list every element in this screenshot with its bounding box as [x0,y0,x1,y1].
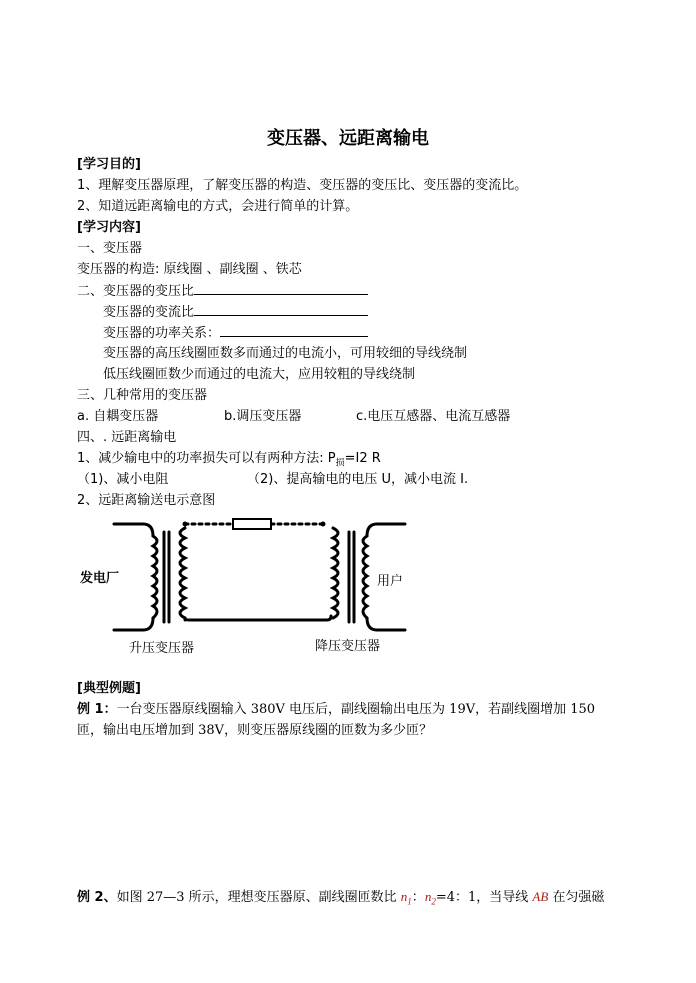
power-loss-line [77,450,381,473]
example-2-tail: 在匀强磁 [548,890,605,905]
high-voltage-note: 变压器的高压线圈匝数多而通过的电流小，可用较细的导线绕制 [103,346,468,361]
user-wire-bottom [367,618,405,630]
transformer-type: c.电压互感器、电流互感器 [356,409,511,424]
step-down-label: 降压变压器 [315,639,381,654]
method-1: （1)、减小电阻 [77,472,169,487]
loss-subscript: 损 [335,458,345,469]
content-heading: [学习内容] [77,220,141,235]
goal-item: 2、知道远距离输电的方式，会进行简单的计算。 [77,199,359,214]
example-2-text: 如图 27—3 所示，理想变压器原、副线圈匝数比 [116,890,401,905]
method-2: （2)、提高输电的电压 U，减小电流 I. [247,472,469,487]
n1-symbol: n [400,889,408,904]
transmission-line-bottom [185,616,331,620]
power-relation-line [103,324,368,343]
transmission-diagram [77,510,417,660]
example-1-label: 例 1： [77,702,117,717]
transformer-structure: 变压器的构造: 原线圈 、副线圈 、铁芯 [77,262,302,277]
generator-wire-bottom [114,618,153,630]
low-voltage-note: 低压线圈匝数少而通过的电流大，应用较粗的导线绕制 [103,367,416,382]
ratio-colon: ： [411,890,425,905]
examples-heading: [典型例题] [77,681,141,696]
generator-wire-top [114,524,153,536]
page-title: 变压器、远距离输电 [267,128,429,149]
terminal-dot [183,522,188,527]
transformer-type: a. 自耦变压器 [77,409,159,424]
goals-heading: [学习目的] [77,157,141,172]
power-plant-label: 发电厂 [80,571,120,586]
step-down-secondary-coil [363,536,367,618]
example-1-line-2: 匝，输出电压增加到 38V，则变压器原线圈的匝数为多少匝？ [77,723,433,738]
goal-item: 1、理解变压器原理，了解变压器的构造、变压器的变压比、变压器的变流比。 [77,178,528,193]
example-2-label: 例 2、 [77,890,117,905]
example-1-text: 一台变压器原线圈输入 380V 电压后，副线圈输出电压为 19V，若副线圈增加 150 [116,702,596,717]
section-1-heading: 一、变压器 [77,241,143,256]
step-down-primary-coil [333,528,338,618]
section-4-heading: 四、. 远距离输电 [77,430,177,445]
n1-subscript: 1 [407,896,412,907]
transformer-type: b.调压变压器 [224,409,302,424]
voltage-ratio-line [77,282,368,301]
step-up-secondary-coil [180,528,185,618]
section-3-heading: 三、几种常用的变压器 [77,388,208,403]
loss-formula: =I2 R [344,451,381,466]
ratio-text: =4：1，当导线 [435,890,533,905]
line-resistor [233,519,271,529]
n2-subscript: 2 [431,896,436,907]
answer-blank [220,324,368,337]
wire-ab-symbol: AB [532,889,549,904]
answer-blank [194,282,368,295]
power-relation-label: 变压器的功率关系： [103,326,221,341]
user-wire-top [367,524,405,536]
diagram-caption: 2、远距离输送电示意图 [77,493,216,508]
terminal-dot [321,522,326,527]
example-2-line-1 [77,888,604,911]
example-1-line-1 [77,701,595,719]
step-up-primary-coil [153,536,157,618]
n2-symbol: n [424,889,432,904]
power-loss-text: 1、减少输电中的功率损失可以有两种方法: P [77,451,336,466]
section-2-heading: 二、变压器的变压比 [77,284,195,299]
answer-blank [194,303,368,316]
current-ratio-line [103,303,368,322]
step-up-label: 升压变压器 [129,641,195,656]
user-label: 用户 [377,574,404,589]
current-ratio-label: 变压器的变流比 [103,305,195,320]
